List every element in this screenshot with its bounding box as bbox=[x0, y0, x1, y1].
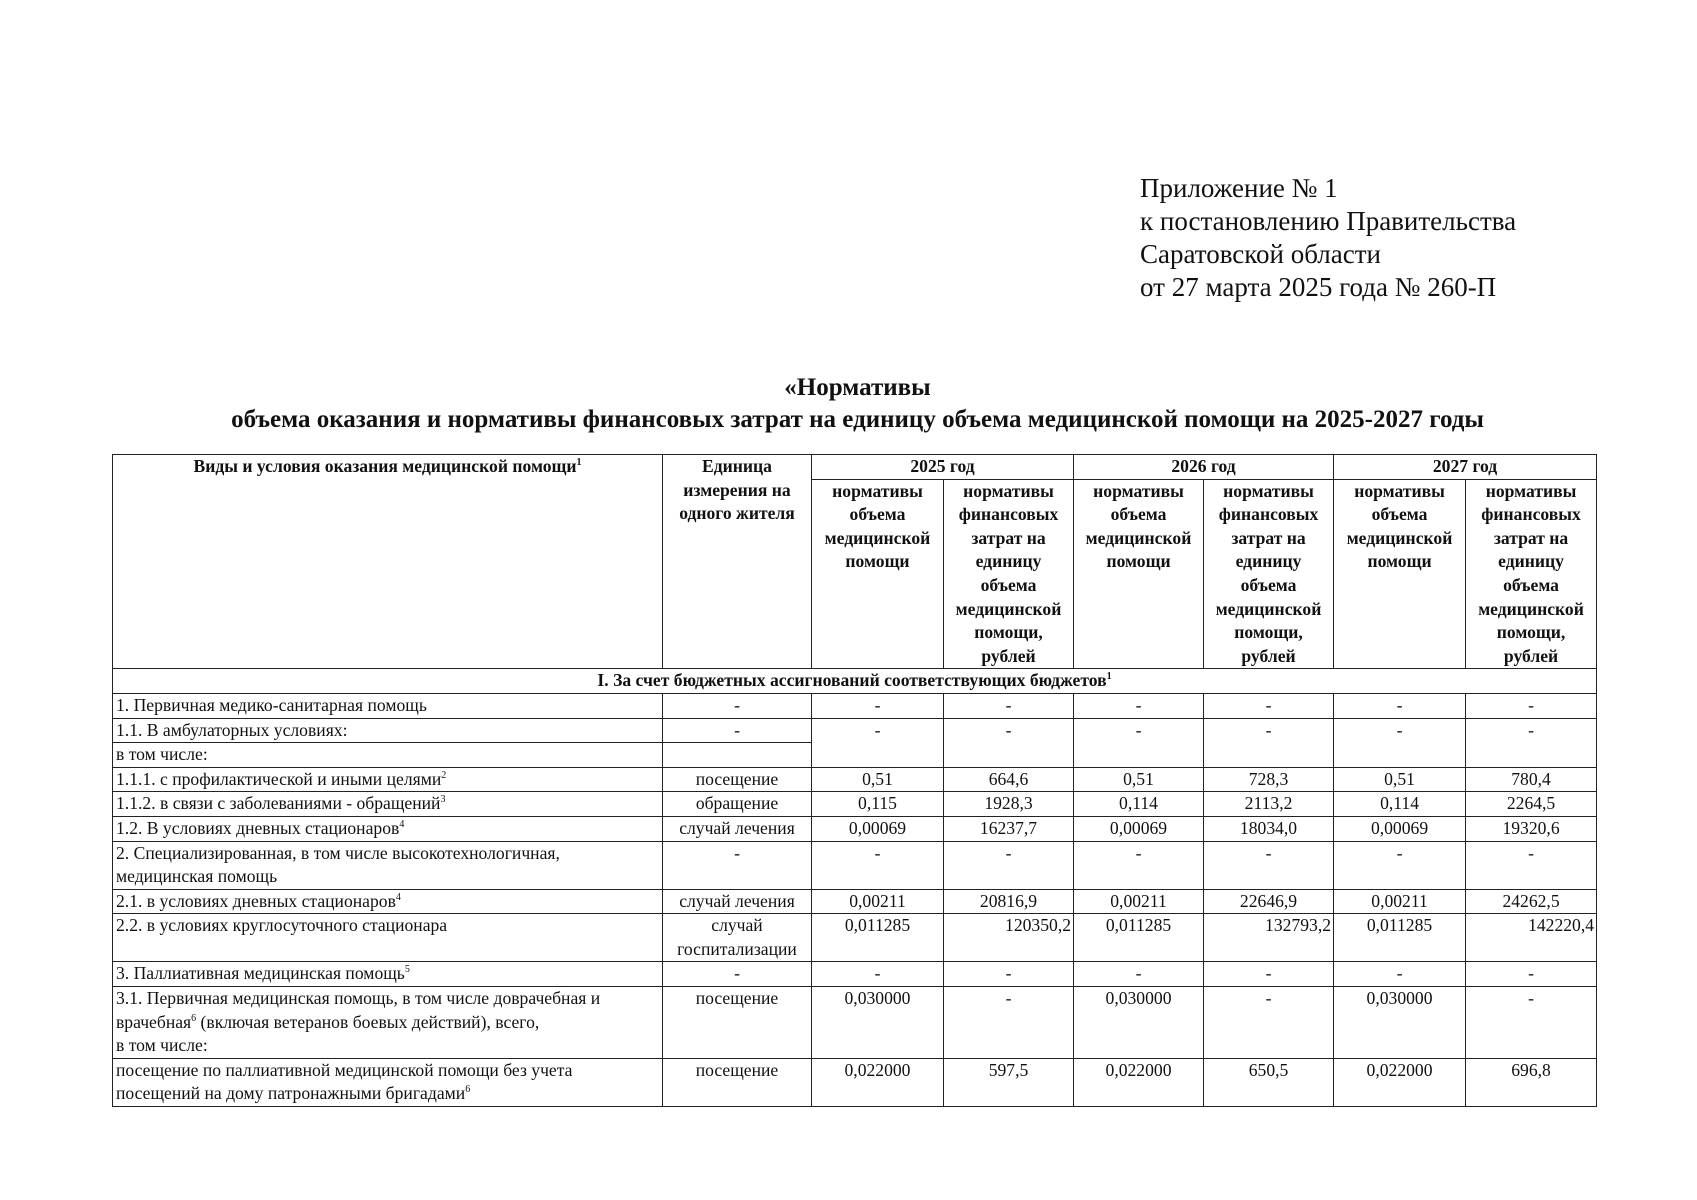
row-unit: обращение bbox=[663, 792, 812, 817]
header-cost: нормативы финансовых затрат на единицу объема медицинской помощи, рублей bbox=[1204, 479, 1334, 669]
row-unit bbox=[663, 743, 812, 768]
volume-2027: - bbox=[1334, 962, 1466, 987]
cost-2025: - bbox=[944, 718, 1074, 767]
row-name: посещение по паллиативной медицинской помощи без учета посещений на дому патронажными бригадами$^6$ bbox=[113, 1058, 663, 1106]
cost-2026: - bbox=[1204, 718, 1334, 767]
title-line: объема оказания и нормативы финансовых затрат на единицу объема медицинской помощи на 2025-2027 годы bbox=[231, 406, 1484, 433]
volume-2025: 0,030000 bbox=[812, 987, 944, 1059]
header-cost: нормативы финансовых затрат на единицу объема медицинской помощи, рублей bbox=[944, 479, 1074, 669]
row-unit: случай лечения bbox=[663, 889, 812, 914]
volume-2026: 0,030000 bbox=[1074, 987, 1204, 1059]
table-row bbox=[113, 914, 1597, 962]
appendix-line: Саратовской области bbox=[1140, 239, 1381, 269]
cost-2025: - bbox=[944, 987, 1074, 1059]
volume-2027: 0,030000 bbox=[1334, 987, 1466, 1059]
volume-2025: - bbox=[812, 841, 944, 889]
cost-2026: - bbox=[1204, 841, 1334, 889]
cost-2026: 18034,0 bbox=[1204, 816, 1334, 841]
volume-2026: - bbox=[1074, 718, 1204, 767]
cost-2025: 16237,7 bbox=[944, 816, 1074, 841]
header-year: 2027 год bbox=[1334, 455, 1597, 480]
cost-2025: 120350,2 bbox=[944, 914, 1074, 962]
row-name: 1.1.1. с профилактической и иными целями$^2$ bbox=[113, 767, 663, 792]
row-name: 1.1. В амбулаторных условиях: bbox=[113, 718, 663, 743]
cost-2026: - bbox=[1204, 693, 1334, 718]
row-unit: - bbox=[663, 718, 812, 743]
volume-2025: 0,00211 bbox=[812, 889, 944, 914]
table-row bbox=[113, 841, 1597, 889]
row-name: 2.2. в условиях круглосуточного стационара bbox=[113, 914, 663, 962]
cost-2025: - bbox=[944, 693, 1074, 718]
row-name: 1.2. В условиях дневных стационаров$^4$ bbox=[113, 816, 663, 841]
cost-2026: - bbox=[1204, 962, 1334, 987]
cost-2027: - bbox=[1466, 718, 1597, 767]
table-row bbox=[113, 693, 1597, 718]
cost-2026: 650,5 bbox=[1204, 1058, 1334, 1106]
volume-2026: 0,011285 bbox=[1074, 914, 1204, 962]
volume-2027: 0,022000 bbox=[1334, 1058, 1466, 1106]
cost-2026: 728,3 bbox=[1204, 767, 1334, 792]
header-year: 2025 год bbox=[812, 455, 1074, 480]
volume-2025: - bbox=[812, 693, 944, 718]
volume-2027: 0,51 bbox=[1334, 767, 1466, 792]
cost-2027: 19320,6 bbox=[1466, 816, 1597, 841]
row-unit: посещение bbox=[663, 1058, 812, 1106]
norms-table bbox=[112, 454, 1597, 1107]
volume-2027: 0,114 bbox=[1334, 792, 1466, 817]
table-row bbox=[113, 889, 1597, 914]
row-name: 3.1. Первичная медицинская помощь, в том числе доврачебная и врачебная$^6$ (включая ветеранов боевых действий), всего, в том числе: bbox=[113, 987, 663, 1059]
header-row bbox=[113, 455, 1597, 480]
appendix-line: Приложение № 1 bbox=[1140, 173, 1338, 203]
volume-2025: 0,115 bbox=[812, 792, 944, 817]
volume-2025: 0,011285 bbox=[812, 914, 944, 962]
row-name: 1.1.2. в связи с заболеваниями - обращений$^3$ bbox=[113, 792, 663, 817]
table-row bbox=[113, 987, 1597, 1059]
cost-2026: 132793,2 bbox=[1204, 914, 1334, 962]
section-title: I. За счет бюджетных ассигнований соответствующих бюджетов$^1$ bbox=[113, 669, 1597, 694]
header-kind: Виды и условия оказания медицинской помощи$^1$ bbox=[113, 455, 663, 669]
volume-2027: 0,00069 bbox=[1334, 816, 1466, 841]
header-volume: нормативы объема медицинской помощи bbox=[812, 479, 944, 669]
cost-2025: 664,6 bbox=[944, 767, 1074, 792]
cost-2027: 2264,5 bbox=[1466, 792, 1597, 817]
row-name: 2. Специализированная, в том числе высокотехнологичная, медицинская помощь bbox=[113, 841, 663, 889]
cost-2025: - bbox=[944, 841, 1074, 889]
volume-2026: 0,022000 bbox=[1074, 1058, 1204, 1106]
row-name: в том числе: bbox=[113, 743, 663, 768]
cost-2026: 22646,9 bbox=[1204, 889, 1334, 914]
volume-2027: 0,00211 bbox=[1334, 889, 1466, 914]
cost-2027: - bbox=[1466, 841, 1597, 889]
volume-2027: - bbox=[1334, 693, 1466, 718]
header-volume: нормативы объема медицинской помощи bbox=[1074, 479, 1204, 669]
volume-2025: 0,022000 bbox=[812, 1058, 944, 1106]
row-unit: случай госпитализации bbox=[663, 914, 812, 962]
header-volume: нормативы объема медицинской помощи bbox=[1334, 479, 1466, 669]
volume-2025: 0,00069 bbox=[812, 816, 944, 841]
table-row bbox=[113, 962, 1597, 987]
volume-2027: - bbox=[1334, 718, 1466, 767]
cost-2026: 2113,2 bbox=[1204, 792, 1334, 817]
volume-2027: 0,011285 bbox=[1334, 914, 1466, 962]
appendix-reference bbox=[1140, 172, 1516, 304]
appendix-line: к постановлению Правительства bbox=[1140, 206, 1517, 236]
header-cost: нормативы финансовых затрат на единицу объема медицинской помощи, рублей bbox=[1466, 479, 1597, 669]
volume-2027: - bbox=[1334, 841, 1466, 889]
title-line: «Нормативы bbox=[784, 374, 931, 401]
row-unit: посещение bbox=[663, 987, 812, 1059]
cost-2025: 1928,3 bbox=[944, 792, 1074, 817]
cost-2027: 24262,5 bbox=[1466, 889, 1597, 914]
volume-2025: - bbox=[812, 962, 944, 987]
row-name: 2.1. в условиях дневных стационаров$^4$ bbox=[113, 889, 663, 914]
row-name: 1. Первичная медико-санитарная помощь bbox=[113, 693, 663, 718]
volume-2026: - bbox=[1074, 962, 1204, 987]
volume-2026: - bbox=[1074, 841, 1204, 889]
volume-2026: 0,00069 bbox=[1074, 816, 1204, 841]
cost-2027: - bbox=[1466, 987, 1597, 1059]
cost-2025: 597,5 bbox=[944, 1058, 1074, 1106]
row-unit: случай лечения bbox=[663, 816, 812, 841]
row-unit: - bbox=[663, 962, 812, 987]
section-row bbox=[113, 669, 1597, 694]
document-title bbox=[0, 372, 1697, 436]
header-unit: Единица измерения на одного жителя bbox=[663, 455, 812, 669]
row-unit: посещение bbox=[663, 767, 812, 792]
cost-2027: 142220,4 bbox=[1466, 914, 1597, 962]
appendix-line: от 27 марта 2025 года № 260-П bbox=[1140, 272, 1497, 302]
cost-2027: 696,8 bbox=[1466, 1058, 1597, 1106]
row-name: 3. Паллиативная медицинская помощь$^5$ bbox=[113, 962, 663, 987]
row-unit: - bbox=[663, 841, 812, 889]
table-row bbox=[113, 1058, 1597, 1106]
table-row bbox=[113, 816, 1597, 841]
volume-2026: 0,00211 bbox=[1074, 889, 1204, 914]
cost-2025: - bbox=[944, 962, 1074, 987]
table-row bbox=[113, 792, 1597, 817]
volume-2026: 0,51 bbox=[1074, 767, 1204, 792]
table-row bbox=[113, 767, 1597, 792]
volume-2025: 0,51 bbox=[812, 767, 944, 792]
cost-2027: 780,4 bbox=[1466, 767, 1597, 792]
row-unit: - bbox=[663, 693, 812, 718]
volume-2026: - bbox=[1074, 693, 1204, 718]
volume-2026: 0,114 bbox=[1074, 792, 1204, 817]
cost-2027: - bbox=[1466, 693, 1597, 718]
header-year: 2026 год bbox=[1074, 455, 1334, 480]
cost-2026: - bbox=[1204, 987, 1334, 1059]
volume-2025: - bbox=[812, 718, 944, 767]
table-row bbox=[113, 718, 1597, 743]
cost-2027: - bbox=[1466, 962, 1597, 987]
cost-2025: 20816,9 bbox=[944, 889, 1074, 914]
